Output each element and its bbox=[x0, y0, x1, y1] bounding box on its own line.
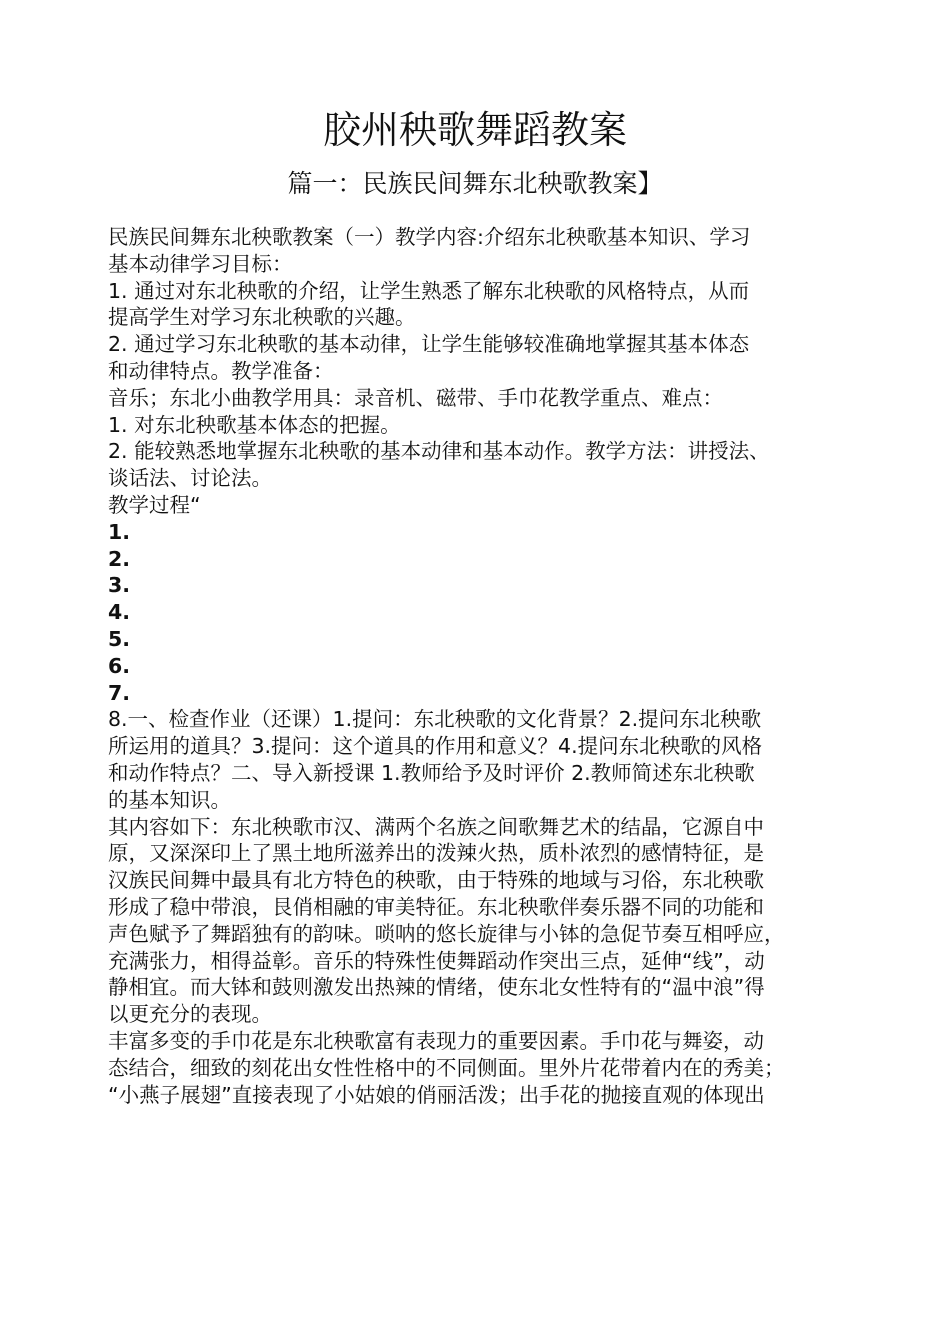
body-line: 1. 对东北秧歌基本体态的把握。 bbox=[108, 412, 401, 437]
body-line: 所运用的道具？3.提问：这个道具的作用和意义？4.提问东北秧歌的风格 bbox=[108, 734, 763, 759]
body-line: 形成了稳中带浪，艮俏相融的审美特征。东北秧歌伴奏乐器不同的功能和 bbox=[108, 894, 764, 919]
list-number: 3. bbox=[108, 573, 131, 598]
document-body bbox=[108, 224, 868, 1108]
body-line: 民族民间舞东北秧歌教案（一）教学内容:介绍东北秧歌基本知识、学习 bbox=[108, 225, 751, 249]
body-line: 其内容如下：东北秧歌市汉、满两个名族之间歌舞艺术的结晶，它源自中 bbox=[108, 814, 764, 839]
body-line: 音乐；东北小曲教学用具：录音机、磁带、手巾花教学重点、难点： bbox=[108, 385, 723, 410]
body-line: 静相宜。而大钵和鼓则激发出热辣的情绪，使东北女性特有的“温中浪”得 bbox=[108, 975, 765, 1000]
document-subtitle: 篇一：民族民间舞东北秧歌教案】 bbox=[287, 169, 663, 198]
body-line: 声色赋予了舞蹈独有的韵味。唢呐的悠长旋律与小钵的急促节奏互相呼应， bbox=[108, 921, 785, 946]
document-title: 胶州秧歌舞蹈教案 bbox=[322, 108, 627, 152]
body-line: 提高学生对学习东北秧歌的兴趣。 bbox=[108, 305, 416, 330]
body-line: 和动作特点？二、导入新授课 1.教师给予及时评价 2.教师简述东北秧歌 bbox=[108, 760, 755, 785]
body-line: 基本动律学习目标： bbox=[108, 251, 293, 276]
list-number: 7. bbox=[108, 680, 131, 705]
body-line: 谈话法、讨论法。 bbox=[108, 466, 272, 491]
list-number: 1. bbox=[108, 519, 131, 544]
body-line: “小燕子展翅”直接表现了小姑娘的俏丽活泼；出手花的抛接直观的体现出 bbox=[108, 1082, 765, 1107]
body-line: 态结合，细致的刻花出女性性格中的不同侧面。里外片花带着内在的秀美； bbox=[108, 1055, 785, 1080]
list-number: 5. bbox=[108, 626, 131, 651]
list-number: 2. bbox=[108, 546, 131, 571]
list-number: 4. bbox=[108, 600, 131, 625]
body-line: 原，又深深印上了黑土地所滋养出的泼辣火热，质朴浓烈的感情特征，是 bbox=[108, 841, 764, 866]
body-line: 教学过程“ bbox=[108, 492, 201, 517]
body-line: 和动律特点。教学准备： bbox=[108, 358, 334, 383]
body-line: 丰富多变的手巾花是东北秧歌富有表现力的重要因素。手巾花与舞姿，动 bbox=[108, 1028, 764, 1053]
body-line: 1. 通过对东北秧歌的介绍，让学生熟悉了解东北秧歌的风格特点，从而 bbox=[108, 278, 750, 303]
body-line: 2. 能较熟悉地掌握东北秧歌的基本动律和基本动作。教学方法：讲授法、 bbox=[108, 439, 770, 464]
body-line: 的基本知识。 bbox=[108, 787, 231, 812]
list-number: 6. bbox=[108, 653, 131, 678]
body-line: 汉族民间舞中最具有北方特色的秧歌，由于特殊的地域与习俗，东北秧歌 bbox=[108, 868, 764, 893]
body-line: 充满张力，相得益彰。音乐的特殊性使舞蹈动作突出三点，延伸“线”，动 bbox=[108, 948, 765, 973]
body-line: 以更充分的表现。 bbox=[108, 1002, 272, 1027]
body-line: 2. 通过学习东北秧歌的基本动律，让学生能够较准确地掌握其基本体态 bbox=[108, 332, 750, 357]
body-line: 8.一、检查作业（还课）1.提问：东北秧歌的文化背景？2.提问东北秧歌 bbox=[108, 707, 762, 732]
